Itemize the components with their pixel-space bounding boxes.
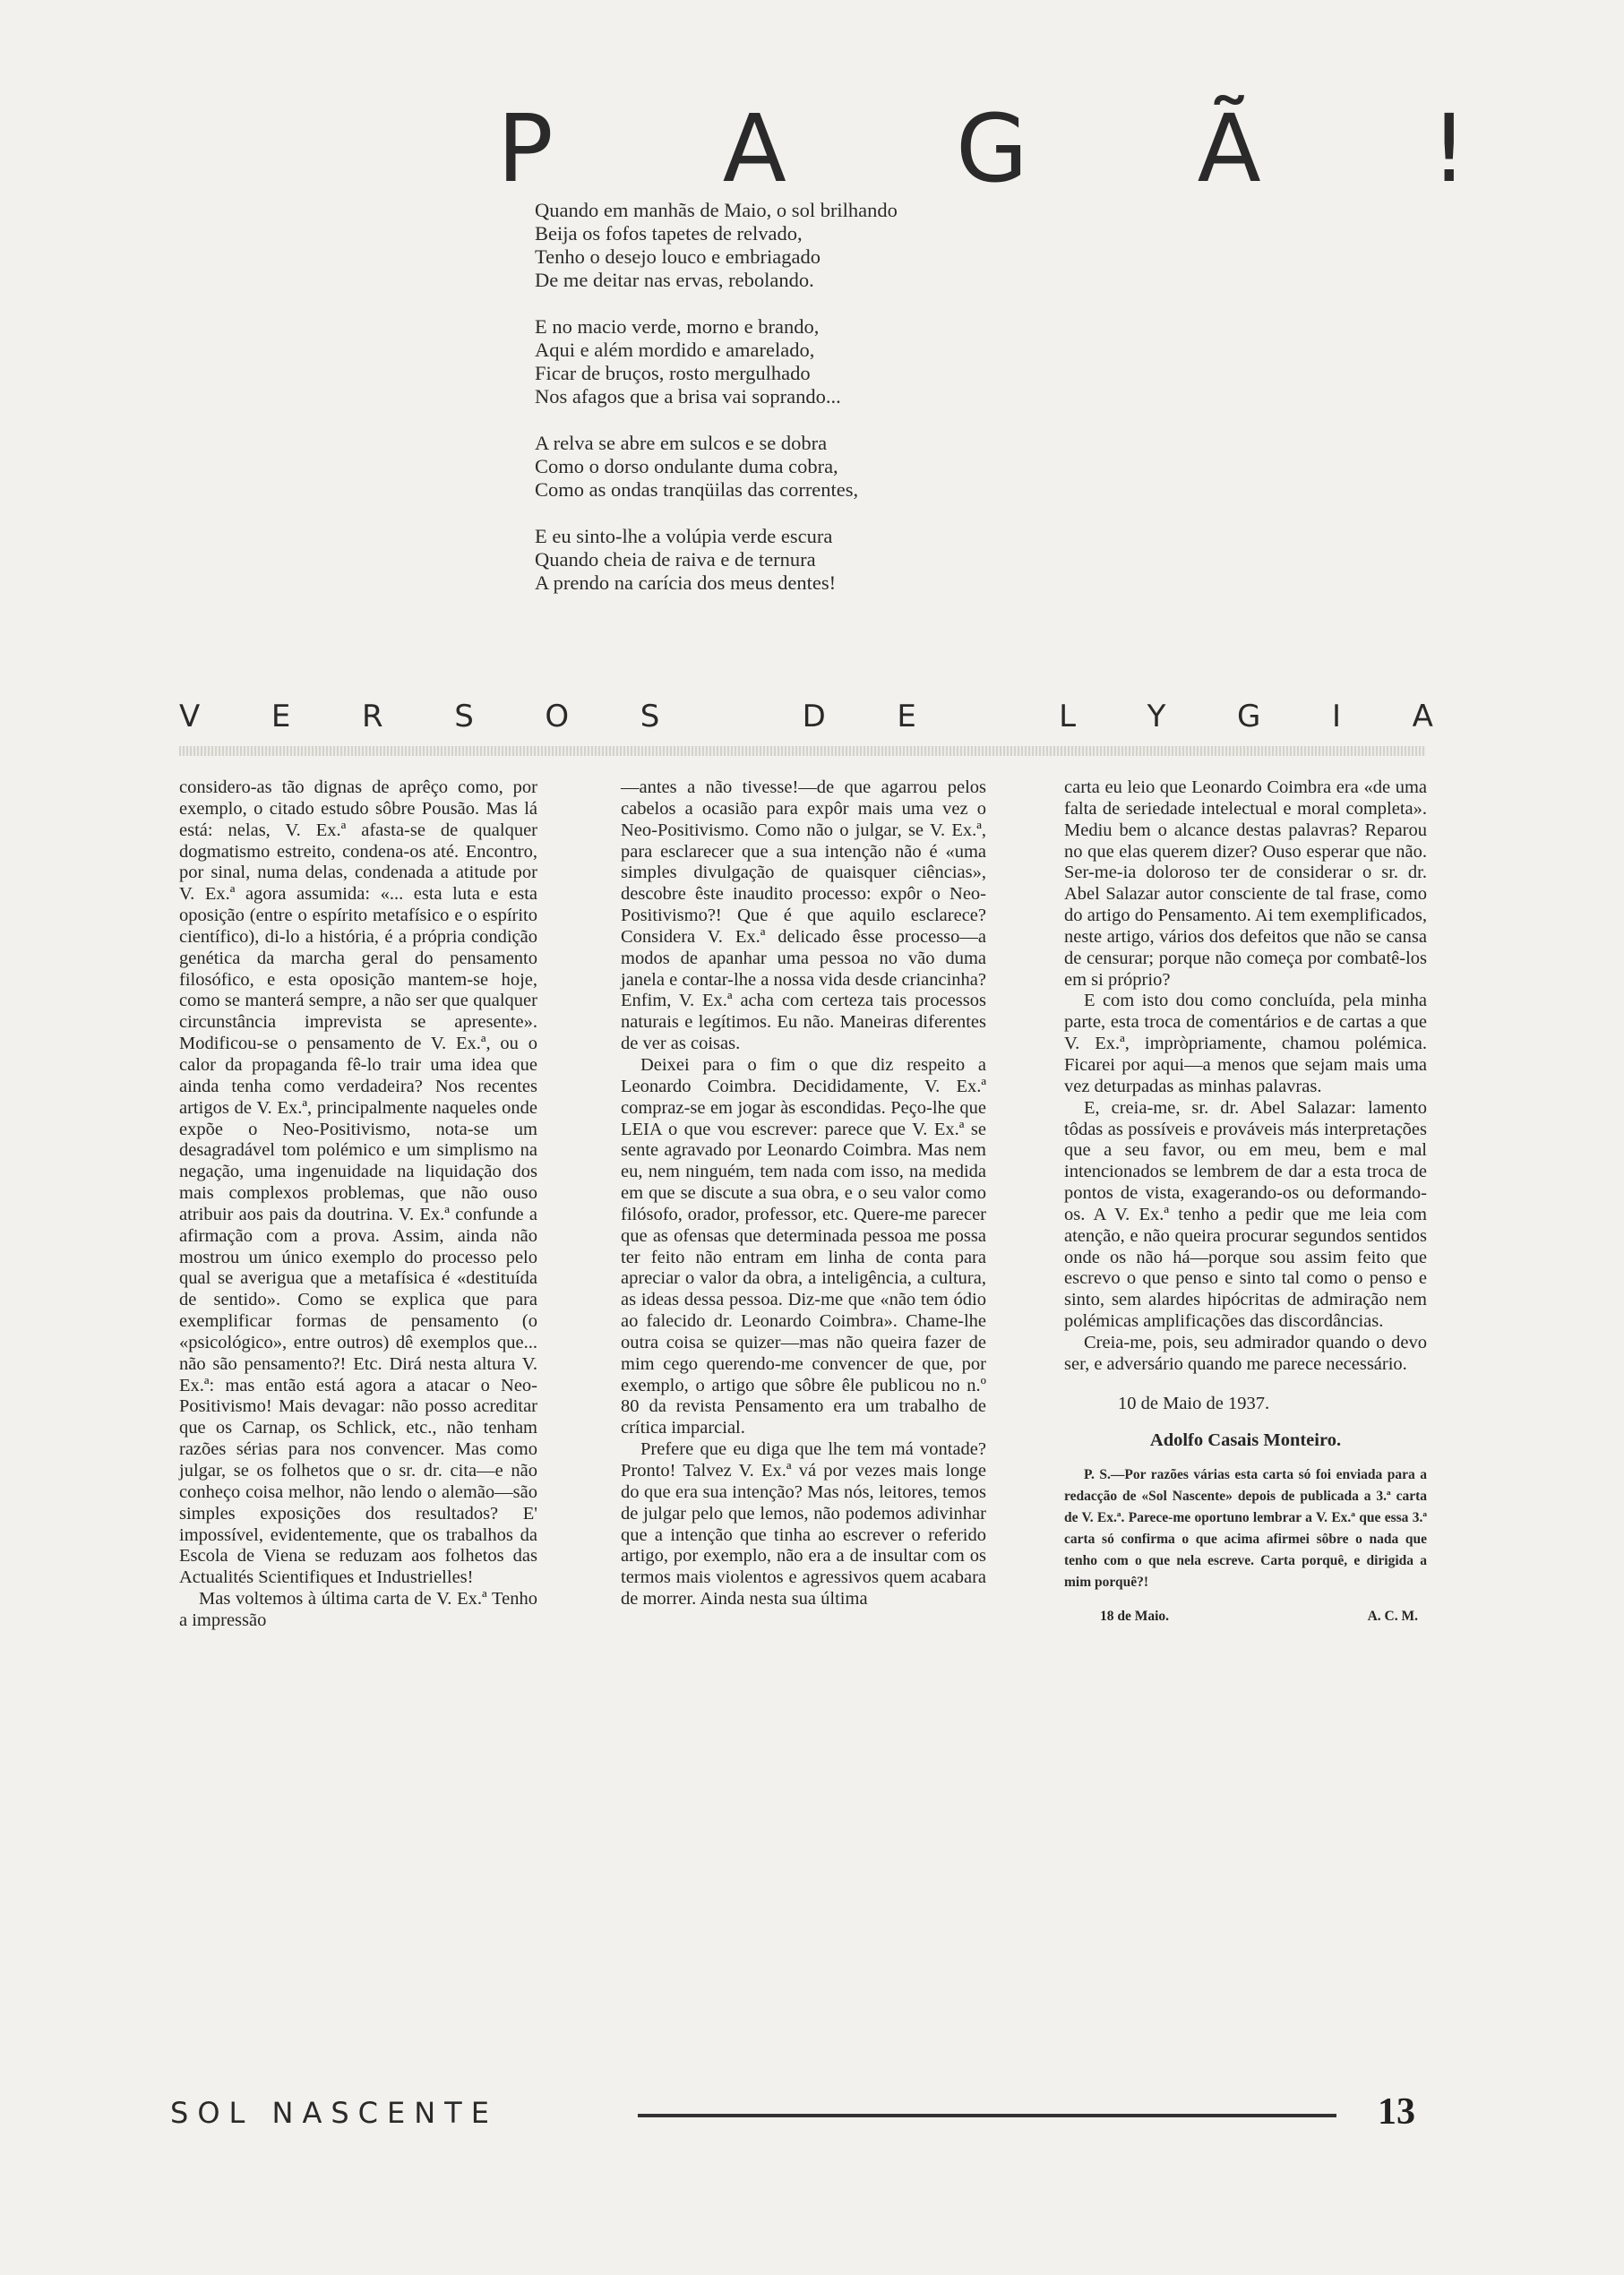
paragraph: Creia-me, pois, seu admirador quando o devo ser, e adversário quando me parece necessário. <box>1064 1332 1427 1374</box>
letter-signature: Adolfo Casais Monteiro. <box>1149 1430 1342 1451</box>
heading-letter: V <box>179 699 201 734</box>
page-footer <box>170 2091 1415 2141</box>
poem-line: E no macio verde, morno e brando, <box>535 315 820 338</box>
poem-stanza <box>535 525 1216 595</box>
letter-column-1 <box>179 777 537 1632</box>
poem-line: Quando em manhãs de Maio, o sol brilhando <box>535 199 898 221</box>
paragraph: considero-as tão dignas de aprêço como, por exemplo, o citado estudo sôbre Pousão. Mas lá está: nelas, V. Ex.ª afasta-se de qualquer dogmatismo estreito, condena-os até. Encontro, por sinal, numa delas, condenada a atitude por V. Ex.ª agora assumida: «... esta luta e esta oposição (entre o espírito metafísico e o espírito científico), di-lo a história, é a própria condição genética da marcha geral do pensamento filosófico, e esta oposição mantem-se hoje, como se manterá sempre, a não ser que qualquer circunstância imprevista se apresente». Modificou-se o pensamento de V. Ex.ª, ou o calor da propaganda fê-lo trair uma idea que ainda tenha como verdadeira? Nos recentes artigos de V. Ex.ª, principalmente naqueles onde expõe o Neo-Positivismo, nota-se um desagradável tom polémico e um simplismo na negação, uma ingenuidade na liquidação dos mais complexos problemas, que não ouso atribuir aos pais da doutrina. V. Ex.ª confunde a afirmação com a prova. Assim, ainda não mostrou um único exemplo do processo pelo qual se averigua que a metafísica é «destituída de sentido». Como se explica que para exemplificar formas de pensamento (o «psicológico», entre outros) dê exemplos que... não são pensamento?! Etc. Dirá nesta altura V. Ex.ª: mas então está agora a atacar o Neo-Positivismo! Mais devagar: não posso acreditar que os Carnap, os Schlick, etc., não tenham razões sérias para nos convencer. Mas como julgar, se os folhetos que o sr. dr. cita—e não conheço coisa melhor, não lendo o alemão—são simples exposições dos resultados? E' impossível, evidentemente, que os trabalhos da Escola de Viena se reduzam aos folhetos das Actualités Scientifiques et Industrielles! <box>179 777 537 1588</box>
postscript: P. S.—Por razões várias esta carta só foi enviada para a redacção de «Sol Nascente» depois de publicada a 3.ª carta de V. Ex.ª. Parece-me oportuno lembrar a V. Ex.ª que essa 3.ª carta só confirma o que acima afirmei sôbre o nada que tenho com o que nela escreve. Carta porquê, e dirigida a mim porquê?! <box>1064 1467 1427 1591</box>
letter-date: 10 de Maio de 1937. <box>1118 1393 1270 1413</box>
paragraph: E, creia-me, sr. dr. Abel Salazar: lamento tôdas as possíveis e prováveis más interpretações que a seu favor, ou em meu, bem e mal intencionados se lembrem de dar a esta troca de pontos de vista, exagerando-os ou deformando-os. A V. Ex.ª tenho a pedir que me leia com atenção, e não queira procurar segundos sentidos onde os não há—porque sou assim feito que escrevo o que penso e sinto tal como o penso e sinto, sem alardes hipócritas de admiração nem polémicas amplificações das discordâncias. <box>1064 1097 1427 1332</box>
poem-line: Nos afagos que a brisa vai soprando... <box>535 385 841 408</box>
heading-letter: A <box>1412 699 1433 734</box>
poem-line: Aqui e além mordido e amarelado, <box>535 339 815 361</box>
poem-line: Como o dorso ondulante duma cobra, <box>535 455 838 477</box>
poem-line: E eu sinto-lhe a volúpia verde escura <box>535 525 833 547</box>
poem-line: Beija os fofos tapetes de relvado, <box>535 222 803 245</box>
poem-line: A prendo na carícia dos meus dentes! <box>535 571 837 594</box>
letter-column-2 <box>621 777 986 1610</box>
postscript-date: 18 de Maio. <box>1100 1609 1170 1625</box>
poem <box>535 199 1216 618</box>
heading-letter: I <box>1332 699 1342 734</box>
letter-column-3 <box>1064 777 1427 1627</box>
paragraph: Mas voltemos à última carta de V. Ex.ª Tenho a impressão <box>179 1589 537 1630</box>
heading-letter: L <box>1059 699 1077 734</box>
heading-letter: R <box>361 699 383 734</box>
footer-rule <box>638 2114 1336 2117</box>
paragraph: Prefere que eu diga que lhe tem má vontade? Pronto! Talvez V. Ex.ª vá por vezes mais longe do que era sua intenção? Mas nós, leitores, temos de julgar pelo que lemos, não podemos adivinhar que a intenção que tinha ao escrever o referido artigo, por exemplo, não era a de insultar com os termos mais violentos e agressivos quem acabara de morrer. Ainda nesta sua última <box>621 1439 986 1610</box>
poem-stanza <box>535 315 1216 408</box>
heading-letter: G <box>1237 699 1261 734</box>
section-divider <box>179 746 1426 756</box>
paragraph: carta eu leio que Leonardo Coimbra era «de uma falta de seriedade intelectual e moral completa». Mediu bem o alcance destas palavras? Reparou no que elas querem dizer? Ouso esperar que não. Ser-me-ia doloroso ter de considerar o sr. dr. Abel Salazar autor consciente de tal frase, como do artigo do Pensamento. Ai tem exemplificados, neste artigo, vários dos defeitos que não se cansa de censurar; porque não começa por combatê-los em si próprio? <box>1064 777 1427 990</box>
heading-letter: E <box>271 699 291 734</box>
postscript-initials: A. C. M. <box>1367 1609 1418 1625</box>
publication-name: SOL NASCENTE <box>170 2096 498 2130</box>
paragraph: Deixei para o fim o que diz respeito a Leonardo Coimbra. Decididamente, V. Ex.ª compraz-se em jogar às escondidas. Peço-lhe que LEIA o que vou escrever: parece que V. Ex.ª se sente agravado por Leonardo Coimbra. Mas nem eu, nem ninguém, tem nada com isso, na medida em que se discute a sua obra, e o seu valor como filósofo, orador, professor, etc. Quere-me parecer que as ofensas que determinada pessoa me possa ter feito não entram em linha de conta para apreciar o valor da obra, a inteligência, a cultura, as ideas dessa pessoa. Diz-me que «não tem ódio ao falecido dr. Leonardo Coimbra». Chame-lhe outra coisa se quizer—mas não queira fazer de mim cego querendo-me convencer de que, por exemplo, o artigo que sôbre êle publicou no n.º 80 da revista Pensamento era um trabalho de crítica imparcial. <box>621 1054 986 1438</box>
heading-letter: D <box>802 699 826 734</box>
heading-letter: E <box>897 699 916 734</box>
poem-line: A relva se abre em sulcos e se dobra <box>535 432 828 454</box>
section-heading <box>179 699 1433 734</box>
poem-title: P A G Ã ! <box>497 94 1538 203</box>
poem-stanza <box>535 199 1216 292</box>
poem-line: Ficar de bruços, rosto mergulhado <box>535 362 811 384</box>
paragraph: —antes a não tivesse!—de que agarrou pelos cabelos a ocasião para expôr mais uma vez o Neo-Positivismo. Como não o julgar, se V. Ex.ª, para esclarecer que a sua intenção não é «uma simples divulgação de quaisquer ciências», descobre êste inaudito processo: expôr o Neo-Positivismo?! Que é que aquilo esclarece? Considera V. Ex.ª delicado êsse processo—a modos de apanhar uma pessoa no vão duma janela e contar-lhe a nossa vida desde criancinha? Enfim, V. Ex.ª acha com certeza tais processos naturais e legítimos. Eu não. Maneiras diferentes de ver as coisas. <box>621 777 986 1054</box>
paragraph: E com isto dou como concluída, pela minha parte, esta troca de comentários e de cartas a que V. Ex.ª, impròpriamente, chamou polémica. Ficarei por aqui—a menos que sejam mais uma vez deturpadas as minhas palavras. <box>1064 991 1427 1096</box>
poem-line: Como as ondas tranqüilas das correntes, <box>535 478 859 501</box>
postscript-footer <box>1064 1606 1427 1627</box>
poem-stanza <box>535 432 1216 502</box>
heading-letter: S <box>454 699 474 734</box>
heading-letter: O <box>545 699 570 734</box>
heading-letter: S <box>640 699 660 734</box>
poem-line: Tenho o desejo louco e embriagado <box>535 245 821 268</box>
page-number: 13 <box>1378 2091 1415 2133</box>
heading-letter: Y <box>1147 699 1166 734</box>
poem-line: Quando cheia de raiva e de ternura <box>535 548 816 571</box>
poem-line: De me deitar nas ervas, rebolando. <box>535 269 814 291</box>
